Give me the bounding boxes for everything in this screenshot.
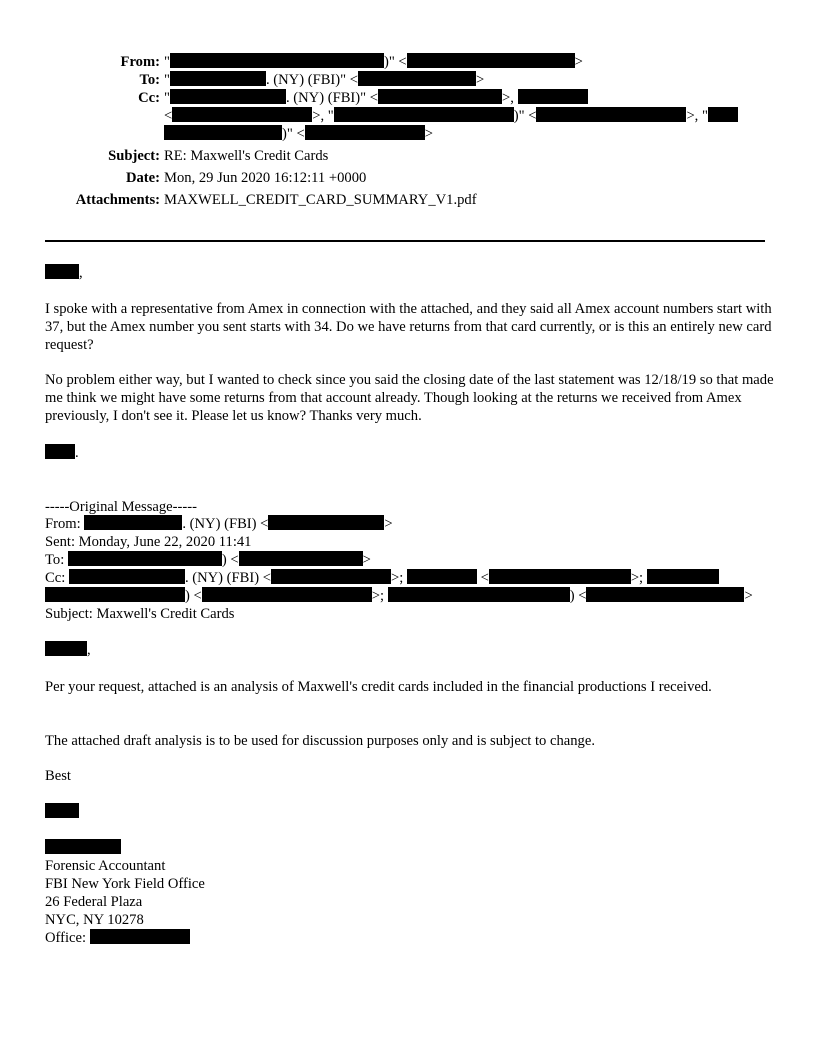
redaction bbox=[489, 569, 631, 584]
subject-value: RE: Maxwell's Credit Cards bbox=[164, 148, 329, 164]
redaction bbox=[69, 569, 185, 584]
original-para-1: Per your request, attached is an analysis of Maxwell's credit cards included in the financial productions I received. bbox=[45, 679, 712, 695]
original-greeting: , bbox=[45, 641, 91, 659]
redaction bbox=[170, 89, 286, 104]
attachments-value[interactable]: MAXWELL_CREDIT_CARD_SUMMARY_V1.pdf bbox=[164, 192, 477, 208]
redaction bbox=[90, 929, 190, 944]
redaction bbox=[45, 839, 121, 854]
cc-value-line1: " . (NY) (FBI)" < >, bbox=[164, 89, 588, 107]
original-cc: Cc: . (NY) (FBI) < >; < >; bbox=[45, 569, 719, 587]
cc-suffix: . (NY) (FBI)" < bbox=[285, 90, 378, 106]
attachments-label: Attachments: bbox=[75, 192, 160, 208]
sender-name bbox=[45, 839, 121, 857]
header-divider bbox=[45, 240, 765, 242]
redaction bbox=[358, 71, 476, 86]
redaction bbox=[239, 551, 363, 566]
redaction bbox=[45, 444, 75, 459]
redaction bbox=[170, 71, 266, 86]
original-cc-2: ) < >; ) < > bbox=[45, 587, 753, 605]
to-row bbox=[0, 71, 816, 89]
signature-phone: Office: bbox=[45, 929, 190, 947]
original-subject: Subject: Maxwell's Credit Cards bbox=[45, 606, 235, 622]
redaction bbox=[305, 125, 425, 140]
redaction bbox=[518, 89, 588, 104]
date-value: Mon, 29 Jun 2020 16:12:11 +0000 bbox=[164, 170, 367, 186]
signature-address-2: NYC, NY 10278 bbox=[45, 912, 144, 928]
from-label: From: bbox=[120, 54, 160, 70]
redaction bbox=[164, 125, 282, 140]
original-closing: Best bbox=[45, 768, 71, 784]
reply-greeting: , bbox=[45, 264, 83, 282]
cc-row-3 bbox=[0, 125, 816, 147]
redaction bbox=[271, 569, 391, 584]
redaction bbox=[172, 107, 312, 122]
redaction bbox=[388, 587, 570, 602]
original-to: To: ) < > bbox=[45, 552, 371, 568]
redaction bbox=[378, 89, 502, 104]
redaction bbox=[334, 107, 514, 122]
cc-label: Cc: bbox=[138, 90, 160, 106]
email-header bbox=[0, 53, 816, 209]
redaction bbox=[68, 551, 222, 566]
from-row bbox=[0, 53, 816, 71]
redaction bbox=[647, 569, 719, 584]
signature-title: Forensic Accountant bbox=[45, 858, 166, 874]
date-label: Date: bbox=[125, 170, 160, 186]
subject-row bbox=[0, 147, 816, 169]
redaction bbox=[45, 587, 185, 602]
sender-initials bbox=[45, 803, 79, 821]
cc-value-line2: < >, " )" < >, " bbox=[164, 107, 738, 125]
cc-row bbox=[0, 89, 816, 107]
redaction bbox=[536, 107, 686, 122]
redaction bbox=[45, 803, 79, 818]
to-value: " . (NY) (FBI)" < > bbox=[164, 72, 485, 88]
original-from: From: . (NY) (FBI) < > bbox=[45, 516, 393, 532]
original-divider: -----Original Message----- bbox=[45, 499, 197, 515]
to-label: To: bbox=[139, 72, 160, 88]
redaction bbox=[45, 641, 87, 656]
signature-address-1: 26 Federal Plaza bbox=[45, 894, 143, 910]
signature-office: FBI New York Field Office bbox=[45, 876, 205, 892]
redaction bbox=[170, 53, 384, 68]
attachments-row bbox=[0, 191, 816, 209]
date-row bbox=[0, 169, 816, 191]
subject-label: Subject: bbox=[108, 148, 160, 164]
redaction bbox=[407, 53, 575, 68]
cc-value-line3: )" < > bbox=[164, 125, 433, 143]
original-para-2: The attached draft analysis is to be used for discussion purposes only and is subject to change. bbox=[45, 733, 595, 749]
redaction bbox=[202, 587, 372, 602]
original-sent: Sent: Monday, June 22, 2020 11:41 bbox=[45, 534, 252, 550]
redaction bbox=[84, 515, 182, 530]
reply-para-2: No problem either way, but I wanted to check since you said the closing date of the last statement was 12/18/19 so that made me think we might have some returns from that account already. Though looking at the returns we received from Amex previously, I don't see it. Please let us know? Thanks very much. bbox=[45, 372, 774, 424]
redaction bbox=[407, 569, 477, 584]
reply-para-1: I spoke with a representative from Amex in connection with the attached, and they said all Amex account numbers start with 37, but the Amex number you sent starts with 34. Do we have returns from that card currently, or is this an entirely new card request? bbox=[45, 301, 772, 353]
redaction bbox=[708, 107, 738, 122]
cc-row-2 bbox=[0, 107, 816, 125]
redaction bbox=[268, 515, 384, 530]
from-value: " )" < > bbox=[164, 54, 583, 70]
reply-signoff: . bbox=[45, 444, 79, 462]
to-suffix: . (NY) (FBI)" < bbox=[265, 72, 358, 88]
redaction bbox=[586, 587, 744, 602]
redaction bbox=[45, 264, 79, 279]
